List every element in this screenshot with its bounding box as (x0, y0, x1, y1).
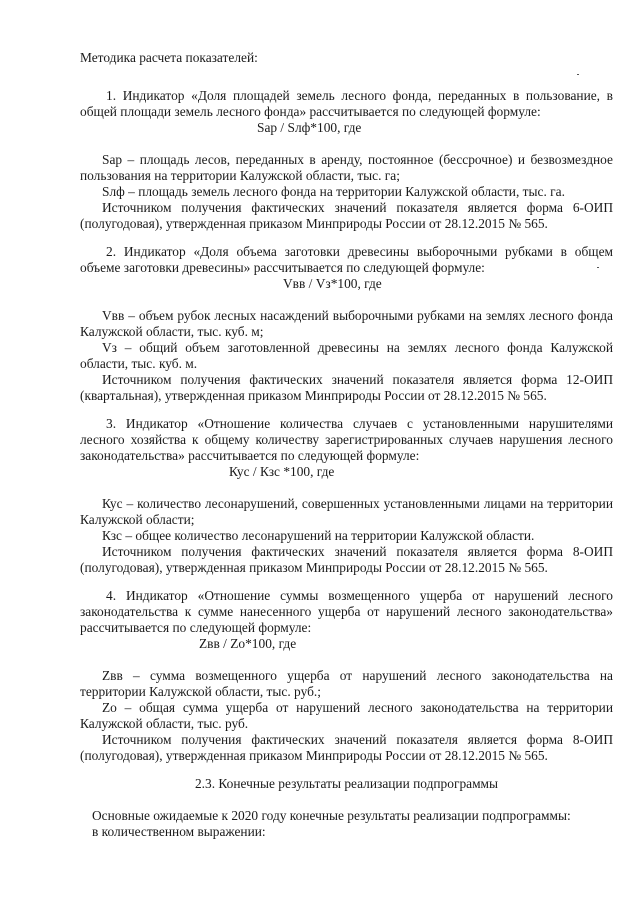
indicator-3-source: Источником получения фактических значений показателя является форма 8-ОИП (полугодовая), утвержденная приказом Минприроды России от 28.12.2015 № 565. (80, 544, 613, 576)
indicator-4-definition-zvv: Zвв – сумма возмещенного ущерба от нарушений лесного законодательства на территории Калужской области, тыс. руб.; (80, 668, 613, 700)
scan-speck (597, 267, 599, 268)
scan-speck (577, 74, 579, 75)
indicator-1-definition-sar: Sар – площадь лесов, переданных в аренду, постоянное (бессрочное) и безвозмездное пользования на территории Калужской области, тыс. га; (80, 152, 613, 184)
indicator-1-source: Источником получения фактических значений показателя является форма 6-ОИП (полугодовая), утвержденная приказом Минприроды России от 28.12.2015 № 565. (80, 200, 613, 232)
indicator-2-definition-vz: Vз – общий объем заготовленной древесины на землях лесного фонда Калужской области, тыс. куб. м. (80, 340, 613, 372)
indicator-3-definition-kus: Кус – количество лесонарушений, совершенных установленными лицами на территории Калужской области; (80, 496, 613, 528)
indicator-2-definition-vvv: Vвв – объем рубок лесных насаждений выборочными рубками на землях лесного фонда Калужской области, тыс. куб. м; (80, 308, 613, 340)
indicator-1-formula: Sар / Sлф*100, где (257, 120, 362, 135)
section-title: 2.3. Конечные результаты реализации подпрограммы (194, 776, 499, 791)
results-intro: Основные ожидаемые к 2020 году конечные результаты реализации подпрограммы: (92, 808, 571, 823)
indicator-4-definition-zo: Zо – общая сумма ущерба от нарушений лесного законодательства на территории Калужской области, тыс. руб. (80, 700, 613, 732)
methodology-heading: Методика расчета показателей: (80, 50, 258, 65)
indicator-3-intro: 3. Индикатор «Отношение количества случаев с установленными нарушителями лесного хозяйства к общему количеству зарегистрированных случаев нарушения лесного законодательства» рассчитывается по следующей формуле: (80, 416, 613, 464)
indicator-3-definition-kzs: Кзс – общее количество лесонарушений на территории Калужской области. (102, 528, 535, 543)
results-quantitative-label: в количественном выражении: (92, 824, 266, 839)
indicator-4-formula: Zвв / Zо*100, где (199, 636, 297, 651)
indicator-3-formula: Кус / Кзс *100, где (229, 464, 335, 479)
indicator-2-formula: Vвв / Vз*100, где (283, 276, 382, 291)
indicator-1-definition-slf: Sлф – площадь земель лесного фонда на территории Калужской области, тыс. га. (102, 184, 565, 199)
indicator-2-intro: 2. Индикатор «Доля объема заготовки древесины выборочными рубками в общем объеме заготовки древесины» рассчитывается по следующей формуле: (80, 244, 613, 276)
indicator-2-source: Источником получения фактических значений показателя является форма 12-ОИП (квартальная), утвержденная приказом Минприроды России от 28.12.2015 № 565. (80, 372, 613, 404)
indicator-4-source: Источником получения фактических значений показателя является форма 8-ОИП (полугодовая), утвержденная приказом Минприроды России от 28.12.2015 № 565. (80, 732, 613, 764)
indicator-4-intro: 4. Индикатор «Отношение суммы возмещенного ущерба от нарушений лесного законодательства к сумме нанесенного ущерба от нарушений лесного законодательства» рассчитывается по следующей формуле: (80, 588, 613, 636)
indicator-1-intro: 1. Индикатор «Доля площадей земель лесного фонда, переданных в пользование, в общей площади земель лесного фонда» рассчитывается по следующей формуле: (80, 88, 613, 120)
